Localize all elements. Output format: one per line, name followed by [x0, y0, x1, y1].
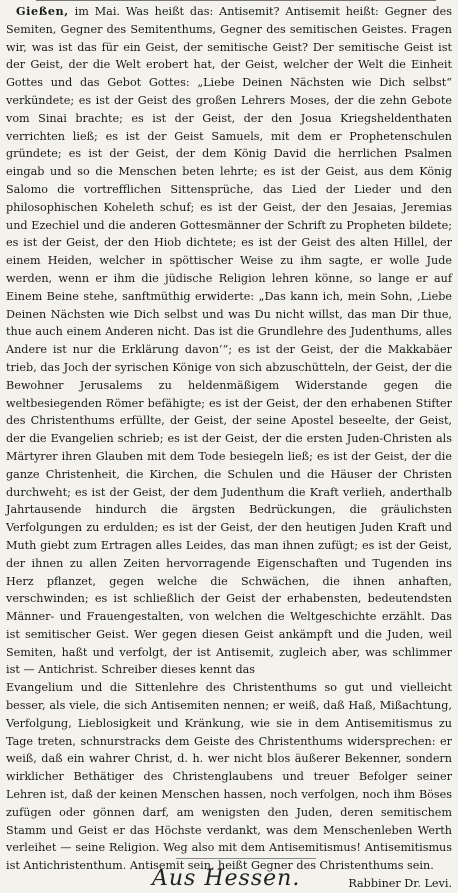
top-divider [36, 0, 436, 1]
dateline-date: im Mai. [68, 5, 120, 18]
bottom-divider [176, 858, 316, 859]
article-body [6, 3, 452, 893]
dateline-place: Gießen, [16, 4, 69, 18]
article-paragraph-2: Evangelium und die Sittenlehre des Christenthums so gut und vielleicht besser, als viele, die sich Antisemiten nennen; er weiß, daß Haß, Mißachtung, Verfolgung, Lieblosigkeit und Kränkung, wie sie in dem Antisemitismus zu Tage treten, schnurstracks dem Geiste des Christenthums widersprechen: er weiß, daß ein wahrer Christ, d. h. wer nicht blos äußerer Bekenner, sondern wirklicher Bethätiger des Christenglaubens und treuer Befolger seiner Lehren ist, daß der keinen Menschen hassen, noch verfolgen, noch ihm Böses zufügen oder gönnen darf, am wenigsten den Juden, deren semitischem Stamm und Geist er das Höchste verdankt, was dem Menschenleben Werth verleihet — seine Religion. Weg also mit dem Antisemitismus! Antisemitismus ist Antichristenthum. Antisemit sein, heißt Gegner des Christenthums sein. [6, 681, 452, 873]
paragraph-1-text: Was heißt das: Antisemit? Antisemit heißt: Gegner des Semiten, Gegner des Semitenthums, Gegner des semitischen Geistes. Fragen wir, was ist das für ein Geist, der semitische Geist? Der semitische Geist ist der Geist, der die Welt erobert hat, der Geist, welcher der Welt die Einheit Gottes und das Gebot Gottes: „Liebe Deinen Nächsten wie Dich selbst“ verkündete; es ist der Geist des großen Lehrers Moses, der die zehn Gebote vom Sinai brachte; es ist der Geist, der den Josua Kriegsheldenthaten verrichten ließ; es ist der Geist Samuels, mit dem er Prophetenschulen gründete; es ist der Geist, der dem König David die herrlichen Psalmen eingab und so die Menschen beten lehrte; es ist der Geist, aus dem König Salomo die vortrefflichen Sittensprüche, das Lied der Lieder und den philosophischen Koheleth schuf; es ist der Geist, der den Jesaias, Jeremias und Ezechiel und die anderen Gottesmänner der Schrift zu Propheten bildete; es ist der Geist, der den Hiob dichtete; es ist der Geist des alten Hillel, der einem Heiden, welcher in spöttischer Weise zu ihm sagte, er wolle Jude werden, wenn er ihm die jüdische Religion lehren könne, so lange er auf Einem Beine stehe, sanftmüthig erwiderte: „Das kann ich, mein Sohn, ‚Liebe Deinen Nächsten wie Dich selbst und was Du nicht willst, das man Dir thue, thue auch einem Anderen nicht. Das ist die Grundlehre des Judenthums, alles Andere ist nur die Erklärung davon‘“; es ist der Geist, der die Makkabäer trieb, das Joch der syrischen Könige von sich abzuschütteln, der Geist, der die Bewohner Jerusalems zu heldenmäßigem Widerstande gegen die weltbesiegenden Römer befähigte; es ist der Geist, der den erhabenen Stifter des Christenthums erfüllte, der Geist, der seine Apostel beseelte, der Geist, der die Evangelien schrieb; es ist der Geist, der die ersten Juden-Christen als Märtyrer ihren Glauben mit dem Tode besiegeln ließ; es ist der Geist, der die ganze Christenheit, die Kirchen, die Schulen und die Häuser der Christen durchweht; es ist der Geist, der dem Judenthum die Kraft verlieh, anderthalb Jahrtausende hindurch die ärgsten Bedrückungen, die gräulichsten Verfolgungen zu erdulden; es ist der Geist, der den heutigen Juden Kraft und Muth giebt zum Ertragen alles Leides, das man ihnen zufügt; es ist der Geist, der ihnen zu allen Zeiten hervorragende Eigenschaften und Tugenden ins Herz pflanzet, gegen welche die Schwächen, die ihnen anhaften, verschwinden; es ist schließlich der Geist der erhabensten, bedeutendsten Männer- und Frauengestalten, von welchen die Weltgeschichte erzählt. Das ist semitischer Geist. Wer gegen diesen Geist ankämpft und die Juden, weil Semiten, haßt und verfolgt, der ist Antisemit, zugleich aber, was schlimmer ist — Antichrist. Schreiber dieses kennt das [6, 5, 452, 677]
author-signature: Rabbiner Dr. Levi. [348, 877, 452, 891]
next-section-heading: Aus Hessen. [152, 866, 301, 891]
article-paragraph-1 [6, 3, 452, 679]
